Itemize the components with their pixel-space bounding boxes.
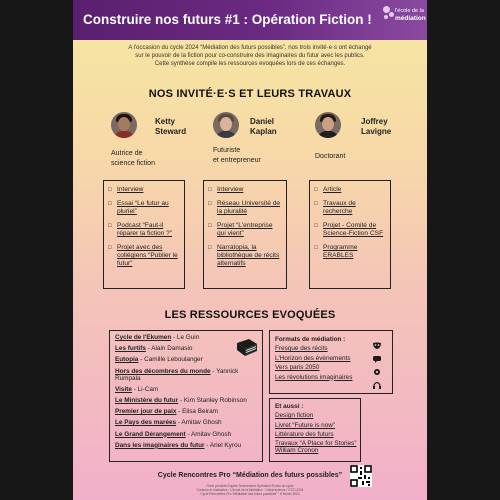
footer-title: Cycle Rencontres Pro “Médiation des futurs possibles” <box>157 472 343 479</box>
book-item[interactable] <box>115 417 257 428</box>
also-title: Et aussi : <box>275 403 304 410</box>
book-author: - Ariel Kyrou <box>204 441 242 449</box>
book-icon <box>235 338 259 363</box>
headphones-icon <box>372 381 382 389</box>
book-title[interactable]: Premier jour de paix <box>115 408 177 416</box>
chat-icon <box>372 355 382 363</box>
work-link[interactable]: □ Article <box>314 186 386 194</box>
gear-icon <box>372 368 382 376</box>
book-author: - Kim Stanley Robinson <box>178 397 247 405</box>
logo-line: l'école de la <box>395 8 424 14</box>
book-item[interactable] <box>115 395 257 406</box>
also-link[interactable]: William Cronon <box>275 446 319 454</box>
guest-role: Futuriste et entrepreneur <box>213 147 261 164</box>
mask-icon <box>372 342 382 350</box>
intro-text <box>83 44 417 68</box>
book-title[interactable]: Hors des décombres du monde <box>115 367 211 375</box>
book-title[interactable]: Les furtifs <box>115 345 146 353</box>
work-link[interactable]: □ Narratopia, la bibliothèque de récits alternatifs <box>208 244 282 268</box>
guest-works-card <box>309 180 391 289</box>
guest-works-card <box>103 180 185 289</box>
logo-line: médiation <box>395 15 426 22</box>
resources-heading: LES RESSOURCES EVOQUÉES <box>164 309 336 321</box>
book-title[interactable]: Cycle de l'Ekumen <box>115 334 172 341</box>
guest-name: Daniel Kaplan <box>250 117 277 136</box>
intro-line: sur le pouvoir de la fiction pour co-construire des imaginaires du futur avec les publics. <box>135 53 365 59</box>
book-author: - Camille Leboulanger <box>138 356 203 364</box>
work-link[interactable]: □ Projet “L'entreprise qui vient” <box>208 222 282 238</box>
book-title[interactable]: Dans les imaginaires du futur <box>115 441 205 449</box>
guest-role: Autrice de science fiction <box>111 150 155 167</box>
book-title[interactable]: Le Ministère du futur <box>115 397 179 405</box>
book-author: - Elisa Beiram <box>176 408 219 416</box>
formats-title: Formats de médiation : <box>275 336 346 343</box>
work-link[interactable]: □ Projet - Comité de Science-Fiction CSF <box>314 222 386 238</box>
book-author: - Li-Cam <box>131 385 159 393</box>
guest-works-card <box>203 180 287 289</box>
book-item[interactable] <box>115 406 257 417</box>
work-link[interactable]: □ Programme ERABLES <box>314 244 386 260</box>
guest-photo <box>315 112 341 138</box>
work-link[interactable]: □ Podcast “Faut-il réparer la fiction ?” <box>108 222 180 238</box>
book-title[interactable]: Le Pays des marées <box>115 419 177 427</box>
format-link[interactable]: Fresque des récits <box>275 345 328 352</box>
book-item[interactable] <box>115 429 257 440</box>
format-link[interactable]: Les révolutions imaginaires <box>275 373 353 381</box>
intro-line: Cette synthèse compile les ressources evoquées lors de ces échanges. <box>154 61 346 67</box>
guests-heading: NOS INVITÉ·E·S ET LEURS TRAVAUX <box>148 88 352 100</box>
guest-role: Doctorant <box>315 153 346 160</box>
book-title[interactable]: Eutopia <box>115 356 139 364</box>
work-link[interactable]: □ Travaux de recherche <box>314 200 386 216</box>
book-title[interactable]: Visite <box>115 385 132 393</box>
work-link[interactable]: □ Interview <box>108 186 180 194</box>
book-author: - Yannick <box>210 367 239 375</box>
poster <box>73 0 427 500</box>
credits: Fiche produite d'après l'évènement Opération Fiction du cycle Contenu et réalisation : L'école de la Médiation · Universcience / CSTI 2024 Cycle Rencontres Pro “Médiation des futurs possibles” · 6 février 2024 <box>196 484 304 496</box>
guest-photo <box>213 112 239 138</box>
work-link[interactable]: □ Projet avec des collégiens “Publier le futur” <box>108 244 180 268</box>
format-link[interactable]: L'Horizon des évènements <box>275 354 351 362</box>
logo <box>395 8 427 22</box>
work-link[interactable]: □ Essai “Le futur au pluriel” <box>108 200 180 216</box>
guest-photo <box>111 112 137 138</box>
header-banner <box>73 0 427 40</box>
book-author: Rumpala <box>115 374 141 382</box>
book-author: - Alain Damasio <box>145 345 193 353</box>
book-author: - Amitav Ghosh <box>176 419 222 427</box>
qr-code-icon[interactable] <box>350 465 372 487</box>
intro-line: A l'occasion du cycle 2024 “Médiation des futurs possibles”, nos trois invité·e·s ont échangé <box>128 45 372 51</box>
book-item[interactable] <box>115 384 257 395</box>
logo-dots-icon <box>383 6 395 20</box>
format-link[interactable]: Vers paris 2050 <box>275 364 320 371</box>
also-link[interactable]: Littérature des futurs <box>275 431 334 438</box>
also-link[interactable]: Travaux “A Place for Stories” <box>275 439 357 447</box>
page-title: Construire nos futurs #1 : Opération Fiction ! <box>83 12 372 27</box>
also-link[interactable]: Livret “Future is now” <box>275 421 336 429</box>
book-author: - Amitav Ghosh <box>185 430 232 438</box>
book-item[interactable] <box>115 440 257 451</box>
also-box <box>269 398 361 462</box>
work-link[interactable]: □ Interview <box>208 186 282 194</box>
book-author: - Le Guin <box>171 334 200 341</box>
book-title[interactable]: Le Grand Dérangement <box>115 430 186 438</box>
guest-name: Ketty Steward <box>155 117 187 136</box>
work-link[interactable]: □ Réseau Université de la pluralité <box>208 200 282 216</box>
also-link[interactable]: Design fiction <box>275 412 314 419</box>
guest-name: Joffrey Lavigne <box>361 117 392 136</box>
